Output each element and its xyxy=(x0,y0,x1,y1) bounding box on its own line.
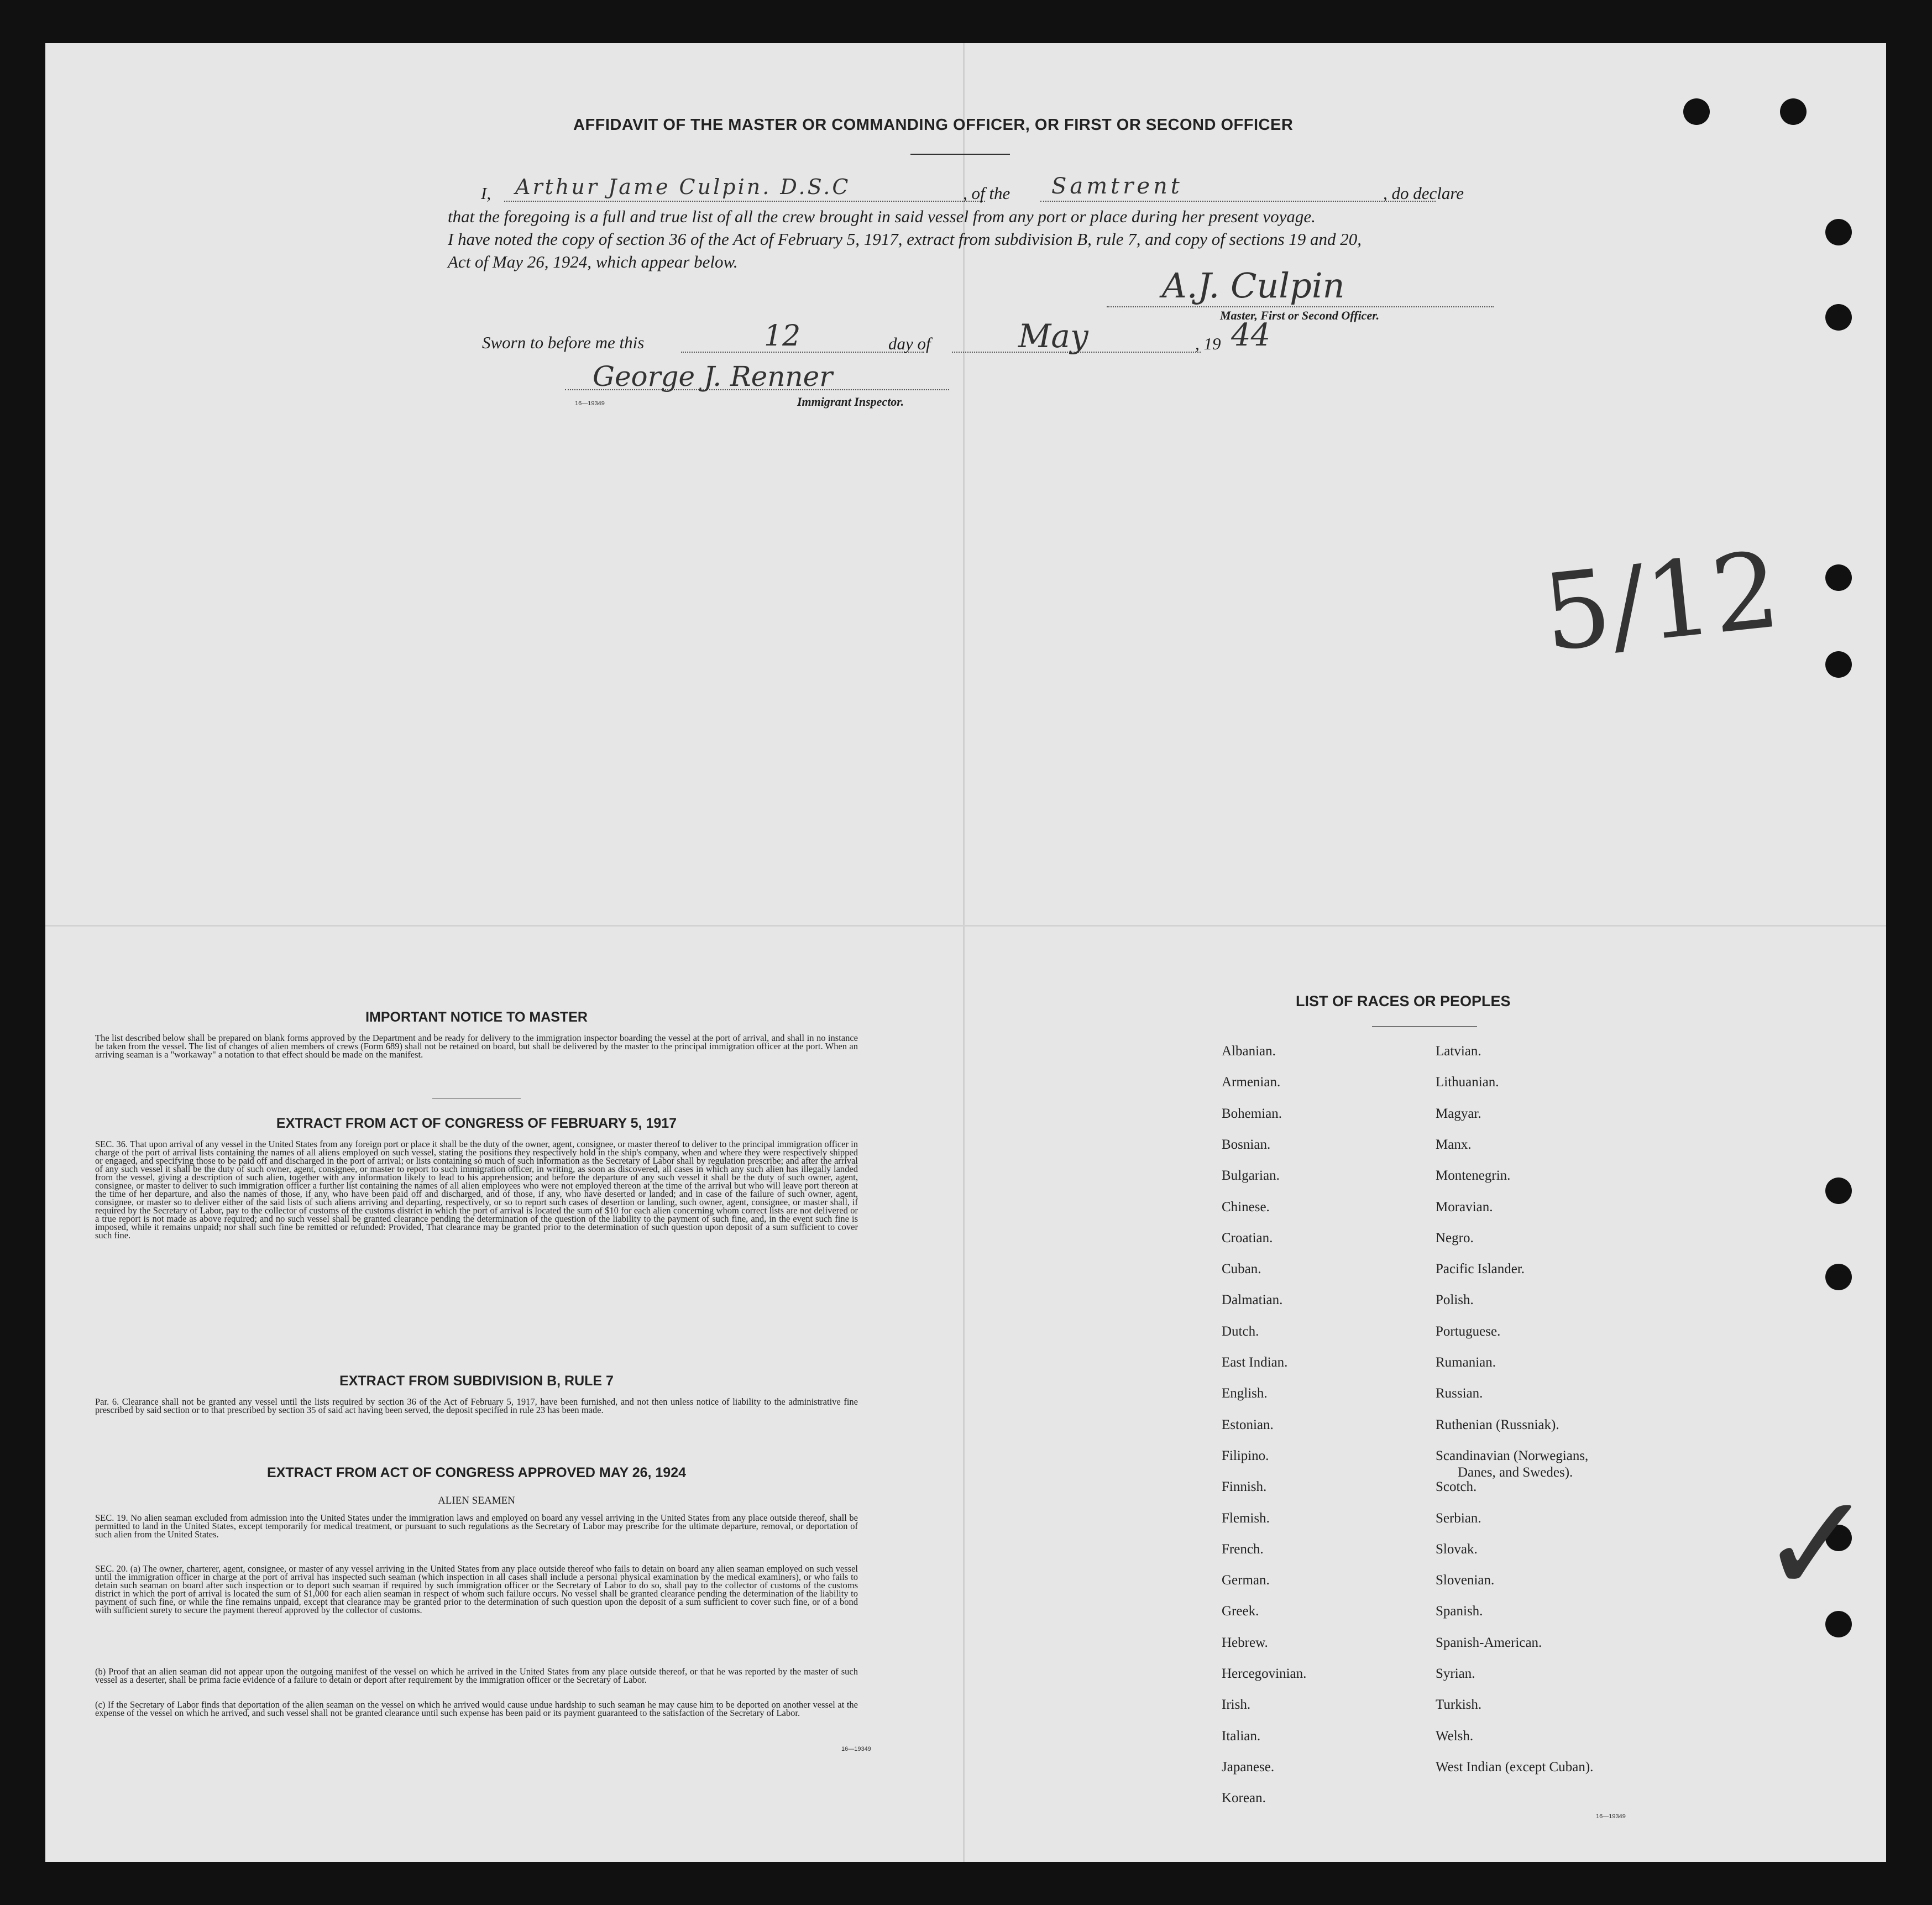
race-item: Lithuanian. xyxy=(1436,1075,1499,1090)
sworn-month: May xyxy=(1018,317,1088,355)
punch-hole xyxy=(1780,98,1807,125)
race-item: Cuban. xyxy=(1222,1262,1261,1277)
race-item: Filipino. xyxy=(1222,1448,1269,1463)
race-item: Korean. xyxy=(1222,1791,1266,1806)
race-item: Albanian. xyxy=(1222,1044,1276,1059)
race-item: Armenian. xyxy=(1222,1075,1281,1090)
name-blank xyxy=(504,201,985,202)
fold-line-horizontal xyxy=(45,925,1886,927)
race-item: Scotch. xyxy=(1436,1479,1477,1495)
affidavit-line-3: I have noted the copy of section 36 of the Act of February 5, 1917, extract from subdivision B, rule 7, and copy of sections 19 and 20, xyxy=(448,229,1362,249)
officer-signature-line xyxy=(1107,306,1494,307)
master-name: Arthur Jame Culpin. D.S.C xyxy=(515,175,851,199)
day-label: day of xyxy=(888,334,931,353)
notice-text: The list described below shall be prepared on blank forms approved by the Department and be ready for delivery to the immigration inspector boarding the vessel at the port of arrival, and shall in no instance be taken from the vessel. The list of changes of alien members of crews (Form 689) shall not be retained on board, but shall be delivered by the master to the principal immigration officer at the port. When an arriving seaman is a "workaway" a notation to that effect should be made on the manifest. xyxy=(95,1033,858,1060)
race-item: Dalmatian. xyxy=(1222,1292,1283,1308)
race-item: Danes, and Swedes). xyxy=(1458,1464,1573,1480)
punch-hole xyxy=(1683,98,1710,125)
race-item: Hercegovinian. xyxy=(1222,1666,1307,1681)
race-item: Bulgarian. xyxy=(1222,1168,1280,1184)
race-item: East Indian. xyxy=(1222,1355,1288,1370)
affidavit-title: AFFIDAVIT OF THE MASTER OR COMMANDING OFFICER, OR FIRST OR SECOND OFFICER xyxy=(573,116,1294,134)
race-item: Italian. xyxy=(1222,1728,1261,1744)
race-item: English. xyxy=(1222,1386,1268,1401)
punch-hole xyxy=(1825,651,1852,678)
race-item: Finnish. xyxy=(1222,1479,1267,1495)
year-prefix: , 19 xyxy=(1195,334,1221,353)
extract-1924-sec19: SEC. 19. No alien seaman excluded from admission into the United States under the immigration laws and employed on board any vessel arriving in the United States from any place outside thereof, shall be permitted to land in the United States, except temporarily for medical treatment, or pursuant to such regulations as the Secretary of Labor may prescribe for the ultimate departure, removal, or deportation of such alien from the United States. xyxy=(95,1513,858,1540)
form-number: 16—19349 xyxy=(841,1746,871,1752)
race-item: Montenegrin. xyxy=(1436,1168,1511,1184)
race-item: West Indian (except Cuban). xyxy=(1436,1759,1594,1775)
title-rule xyxy=(910,154,1010,155)
race-item: Welsh. xyxy=(1436,1728,1474,1744)
race-item: Estonian. xyxy=(1222,1417,1274,1432)
race-item: Syrian. xyxy=(1436,1666,1475,1681)
race-item: Negro. xyxy=(1436,1230,1474,1245)
race-item: Polish. xyxy=(1436,1292,1474,1308)
sworn-day: 12 xyxy=(764,320,801,353)
vessel-blank xyxy=(1040,201,1436,202)
race-item: Ruthenian (Russniak). xyxy=(1436,1417,1559,1432)
sworn-year: 44 xyxy=(1231,317,1271,353)
sworn-label: Sworn to before me this xyxy=(482,333,645,352)
extract-1924-sec20c: (c) If the Secretary of Labor finds that deportation of the alien seaman on the vessel on which he arrived would cause undue hardship to such seaman he may cause him to be deported on another vessel at the expense of the vessel on which he arrived, and such vessel shall not be granted clearance until such expense has been paid or its payment guaranteed to the satisfaction of the Secretary of Labor. xyxy=(95,1699,858,1718)
document-page xyxy=(45,43,1886,1862)
punch-hole xyxy=(1825,564,1852,591)
extract-rule7-heading: EXTRACT FROM SUBDIVISION B, RULE 7 xyxy=(339,1373,614,1389)
of-the-label: , of the xyxy=(963,184,1010,203)
race-item: Flemish. xyxy=(1222,1510,1270,1526)
punch-hole xyxy=(1825,1177,1852,1204)
extract-1917-text: SEC. 36. That upon arrival of any vessel in the United States from any foreign port or place it shall be the duty of the owner, agent, consignee, or master thereof to deliver to the principal immigration officer in charge of the port of arrival lists containing the names of all aliens employed on such vessel, stating the positions they respectively hold in the ship's company, when and where they were respectively shipped or engaged, and specifying those to be paid off and discharged in the port of arrival; or lists containing so much of such information as the Secretary of Labor shall by regulation prescribe; and after the arrival of any such vessel it shall be the duty of such owner, agent, consignee, or master to report to such immigration officer, in writing, as soon as discovered, all cases in which any such alien has illegally landed from the vessel, giving a description of such alien, together with any information likely to lead to his apprehension; and before the departure of any such vessel it shall be the duty of such owner, agent, consignee, or master to deliver to such immigration officer a further list containing the names of all alien employees who were not employed thereon at the time of the arrival but who will leave port thereon at the time of her departure, and also the names of those, if any, who have been paid off and discharged, and of those, if any, who have deserted or landed; and in case of the failure of such owner, agent, consignee, or master so to deliver either of the said lists of such aliens arriving and departing, respectively, or so to report such cases of desertion or landing, such owner, agent, consignee, or master shall, if required by the Secretary of Labor, pay to the collector of customs of the customs district in which the port of arrival is located the sum of $10 for each alien concerning whom correct lists are not delivered or a true report is not made as above required; and no such vessel shall be granted clearance pending the determination of the question of the liability to the payment of such fine, and, in the event such fine is imposed, while it remains unpaid; nor shall such fine be remitted or refunded: Provided, That clearance may be granted prior to the determination of such question upon deposit of a sum sufficient to cover such fine. xyxy=(95,1139,858,1241)
race-item: Dutch. xyxy=(1222,1323,1259,1339)
race-item: Bohemian. xyxy=(1222,1106,1282,1121)
form-number: 16—19349 xyxy=(575,400,605,407)
race-item: German. xyxy=(1222,1573,1270,1588)
race-item: Scandinavian (Norwegians, xyxy=(1436,1448,1589,1463)
race-item: Chinese. xyxy=(1222,1199,1270,1215)
vessel-name: Samtrent xyxy=(1051,174,1183,199)
race-item: Greek. xyxy=(1222,1604,1259,1619)
race-item: Portuguese. xyxy=(1436,1323,1501,1339)
alien-seamen-subheading: ALIEN SEAMEN xyxy=(438,1495,515,1506)
race-item: Moravian. xyxy=(1436,1199,1493,1215)
check-mark-icon: ✓ xyxy=(1759,1464,1875,1625)
punch-hole xyxy=(1825,219,1852,245)
fold-line-vertical xyxy=(963,43,965,1862)
race-item: Russian. xyxy=(1436,1386,1483,1401)
do-declare-label: , do declare xyxy=(1383,184,1464,203)
officer-label: Master, First or Second Officer. xyxy=(1220,308,1380,322)
race-item: Irish. xyxy=(1222,1697,1251,1713)
extract-1924-sec20b: (b) Proof that an alien seaman did not appear upon the outgoing manifest of the vessel on which he arrived in the United States from any place outside thereof, or that he was reported by the master of such vessel as a deserter, shall be prima facie evidence of a failure to detain or deport after requirement by the immigration officer or the Secretary of Labor. xyxy=(95,1666,858,1685)
race-item: Hebrew. xyxy=(1222,1635,1268,1650)
inspector-signature: George J. Renner xyxy=(593,360,833,392)
affidavit-line-2: that the foregoing is a full and true list of all the crew brought in said vessel from any port or place during her present voyage. xyxy=(448,207,1316,226)
race-item: Manx. xyxy=(1436,1137,1472,1152)
race-item: Turkish. xyxy=(1436,1697,1482,1713)
race-item: Rumanian. xyxy=(1436,1355,1496,1370)
extract-1924-heading: EXTRACT FROM ACT OF CONGRESS APPROVED MAY 26, 1924 xyxy=(266,1465,687,1480)
race-item: Bosnian. xyxy=(1222,1137,1271,1152)
race-item: Croatian. xyxy=(1222,1230,1273,1245)
inspector-label: Immigrant Inspector. xyxy=(797,395,904,409)
race-item: Slovenian. xyxy=(1436,1573,1495,1588)
races-heading: LIST OF RACES OR PEOPLES xyxy=(1296,993,1511,1009)
extract-rule7-text: Par. 6. Clearance shall not be granted any vessel until the lists required by section 36 of the Act of February 5, 1917, have been furnished, and not then unless notice of liability to the administrative fine prescribed by said section or to that prescribed by section 35 of said act having been served, the deposit specified in rule 23 has been made. xyxy=(95,1396,858,1415)
race-item: Spanish-American. xyxy=(1436,1635,1542,1650)
handwritten-date-mark: 5/12 xyxy=(1537,528,1786,675)
race-item: Serbian. xyxy=(1436,1510,1481,1526)
day-blank xyxy=(681,352,924,353)
race-item: Japanese. xyxy=(1222,1759,1275,1775)
race-item: Slovak. xyxy=(1436,1541,1478,1557)
affidavit-line-4: Act of May 26, 1924, which appear below. xyxy=(448,252,738,271)
race-item: French. xyxy=(1222,1541,1264,1557)
races-rule xyxy=(1372,1026,1477,1027)
race-item: Magyar. xyxy=(1436,1106,1481,1121)
extract-1917-heading: EXTRACT FROM ACT OF CONGRESS OF FEBRUARY 5, 1917 xyxy=(276,1116,677,1131)
punch-hole xyxy=(1825,304,1852,331)
race-item: Pacific Islander. xyxy=(1436,1262,1525,1277)
form-number: 16—19349 xyxy=(1596,1813,1626,1820)
notice-heading: IMPORTANT NOTICE TO MASTER xyxy=(365,1009,588,1025)
affidavit-prefix: I, xyxy=(481,184,491,203)
race-item: Spanish. xyxy=(1436,1604,1483,1619)
extract-1924-sec20a: SEC. 20. (a) The owner, charterer, agent, consignee, or master of any vessel arriving in the United States from any place outside thereof who fails to detain on board any alien seaman employed on such vessel until the immigration officer in charge at the port of arrival has inspected such seaman (which inspection in all cases shall include a personal physical examination by the medical examiners), or who fails to detain such seaman on board after such inspection or to deport such seaman if required by such immigration officer or the Secretary of Labor to do so, shall pay to the collector of customs of the customs district in which the port of arrival is located the sum of $1,000 for each alien seaman in respect of whom such failure occurs. No vessel shall be granted clearance pending the determination of the liability to payment of such fine, or while the fine remains unpaid, except that clearance may be granted prior to the determination of such question upon the deposit of a sum sufficient to cover such fine, or of a bond with sufficient surety to secure the payment thereof approved by the collector of customs. xyxy=(95,1563,858,1615)
race-item: Latvian. xyxy=(1436,1044,1481,1059)
officer-signature: A.J. Culpin xyxy=(1162,265,1345,306)
punch-hole xyxy=(1825,1264,1852,1290)
